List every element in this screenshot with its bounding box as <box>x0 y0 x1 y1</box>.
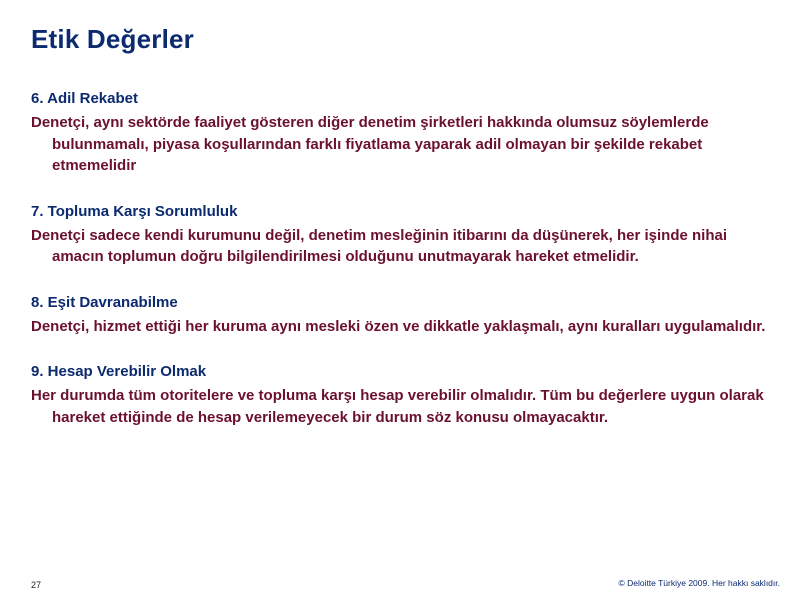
section-hesap-verebilir-olmak <box>31 361 781 428</box>
section-heading: 8. Eşit Davranabilme <box>31 293 178 311</box>
page-title: Etik Değerler <box>31 24 195 54</box>
section-text: Denetçi sadece kendi kurumunu değil, denetim mesleğinin itibarını da düşünerek, her işinde nihai amacın toplumun doğru bilgilendirilmesi olduğunu unutmayarak hareket etmelidir. <box>31 226 727 265</box>
section-topluma-karsi-sorumluluk <box>31 201 781 268</box>
section-text: Her durumda tüm otoritelere ve topluma karşı hesap verebilir olmalıdır. Tüm bu değerlere uygun olarak hareket ettiğinde de hesap verilemeyecek bir durum söz konusu olmayacaktır. <box>31 387 764 426</box>
section-heading: 9. Hesap Verebilir Olmak <box>31 363 207 380</box>
section-esit-davranabilme <box>31 292 781 338</box>
section-heading: 7. Topluma Karşı Sorumluluk <box>31 202 238 220</box>
content-area <box>31 88 781 452</box>
section-adil-rekabet <box>31 88 781 177</box>
section-heading: 6. Adil Rekabet <box>31 90 138 107</box>
page-number: 27 <box>31 580 42 590</box>
section-text: Denetçi, hizmet ettiği her kuruma aynı mesleki özen ve dikkatle yaklaşmalı, aynı kuralları uygulamalıdır. <box>31 317 766 335</box>
copyright-notice: © Deloitte Türkiye 2009. Her hakkı saklıdır. <box>618 578 780 588</box>
section-text: Denetçi, aynı sektörde faaliyet gösteren diğer denetim şirketleri hakkında olumsuz söylemlerde bulunmamalı, piyasa koşullarından farklı fiyatlama yaparak adil olmayan bir şekilde rekabet etmemelidir <box>31 114 709 174</box>
